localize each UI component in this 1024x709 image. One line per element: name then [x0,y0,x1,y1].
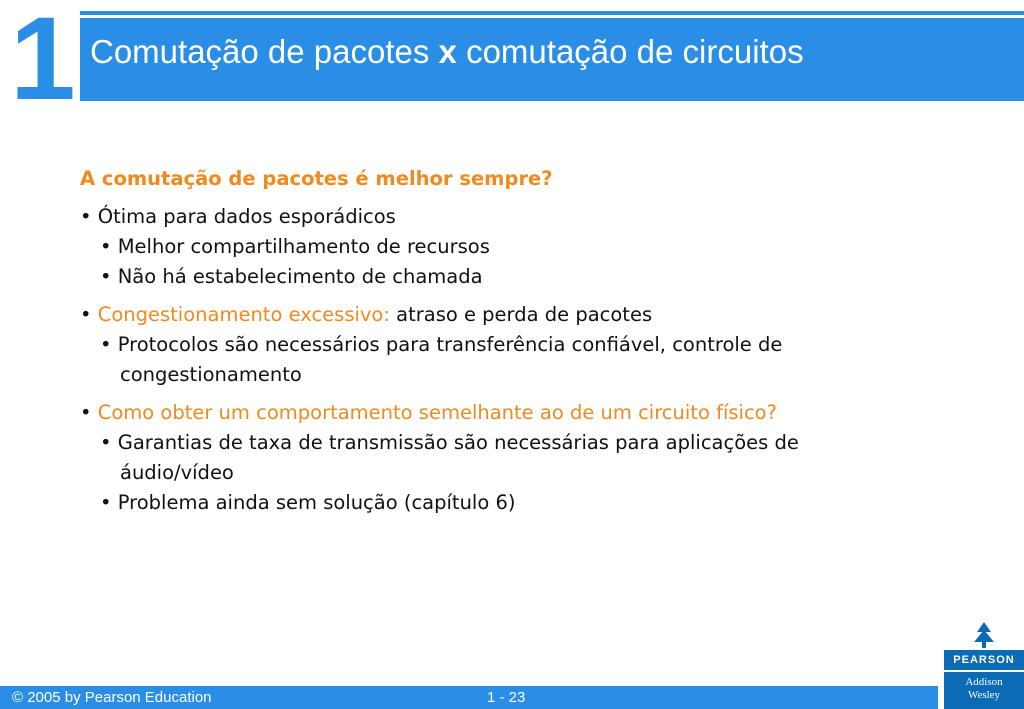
bullet-3 [80,398,910,428]
slide-content [80,164,910,518]
footer-copyright: © 2005 by Pearson Education [12,689,212,706]
question-heading: A comutação de pacotes é melhor sempre? [80,167,553,190]
slide-title [90,30,804,74]
logo-imprint-line1: Addison [965,676,1003,688]
bullet-icon: • [100,333,112,356]
logo-brand: PEARSON [944,650,1024,670]
bullet-2-sub-1-text: Protocolos são necessários para transferência confiável, controle de [117,333,783,356]
logo-imprint-line2: Wesley [967,689,1001,701]
title-separator: x [438,33,457,70]
bullet-1-sub-1 [80,232,910,262]
bullet-icon: • [100,431,112,454]
title-part2: comutação de circuitos [456,33,804,70]
bullet-icon: • [80,303,92,326]
bullet-3-sub-1 [80,428,910,458]
title-part1: Comutação de pacotes [90,33,439,70]
bullet-3-sub-2 [80,488,910,518]
bullet-3-highlight: Como obter um comportamento semelhante ao de um circuito físico? [97,401,777,424]
bullet-3-sub-1-text: Garantias de taxa de transmissão são necessárias para aplicações de [117,431,799,454]
title-bar-top-stripe [80,11,1024,15]
bullet-icon: • [80,205,92,228]
bullet-3-sub-2-text: Problema ainda sem solução (capítulo 6) [117,491,516,514]
logo-imprint [944,672,1024,709]
bullet-icon: • [100,265,112,288]
chapter-number: 1 [10,0,76,125]
bullet-2-text: atraso e perda de pacotes [389,303,653,326]
bullet-2-highlight: Congestionamento excessivo: [97,303,390,326]
bullet-icon: • [100,491,112,514]
pearson-tree-icon [944,620,1024,650]
bullet-1-sub-1-text: Melhor compartilhamento de recursos [117,235,490,258]
bullet-icon: • [80,401,92,424]
bullet-1 [80,202,910,232]
bullet-1-sub-2-text: Não há estabelecimento de chamada [117,265,483,288]
bullet-icon: • [100,235,112,258]
bullet-3-sub-1-continued: áudio/vídeo [120,461,234,484]
pearson-logo [944,620,1024,709]
bullet-2-sub-1 [80,330,910,360]
bullet-2 [80,300,910,330]
bullet-2-sub-1-continued: congestionamento [120,363,302,386]
bullet-1-sub-2 [80,262,910,292]
footer-page-number: 1 - 23 [487,689,526,706]
bullet-1-text: Ótima para dados esporádicos [97,205,396,228]
